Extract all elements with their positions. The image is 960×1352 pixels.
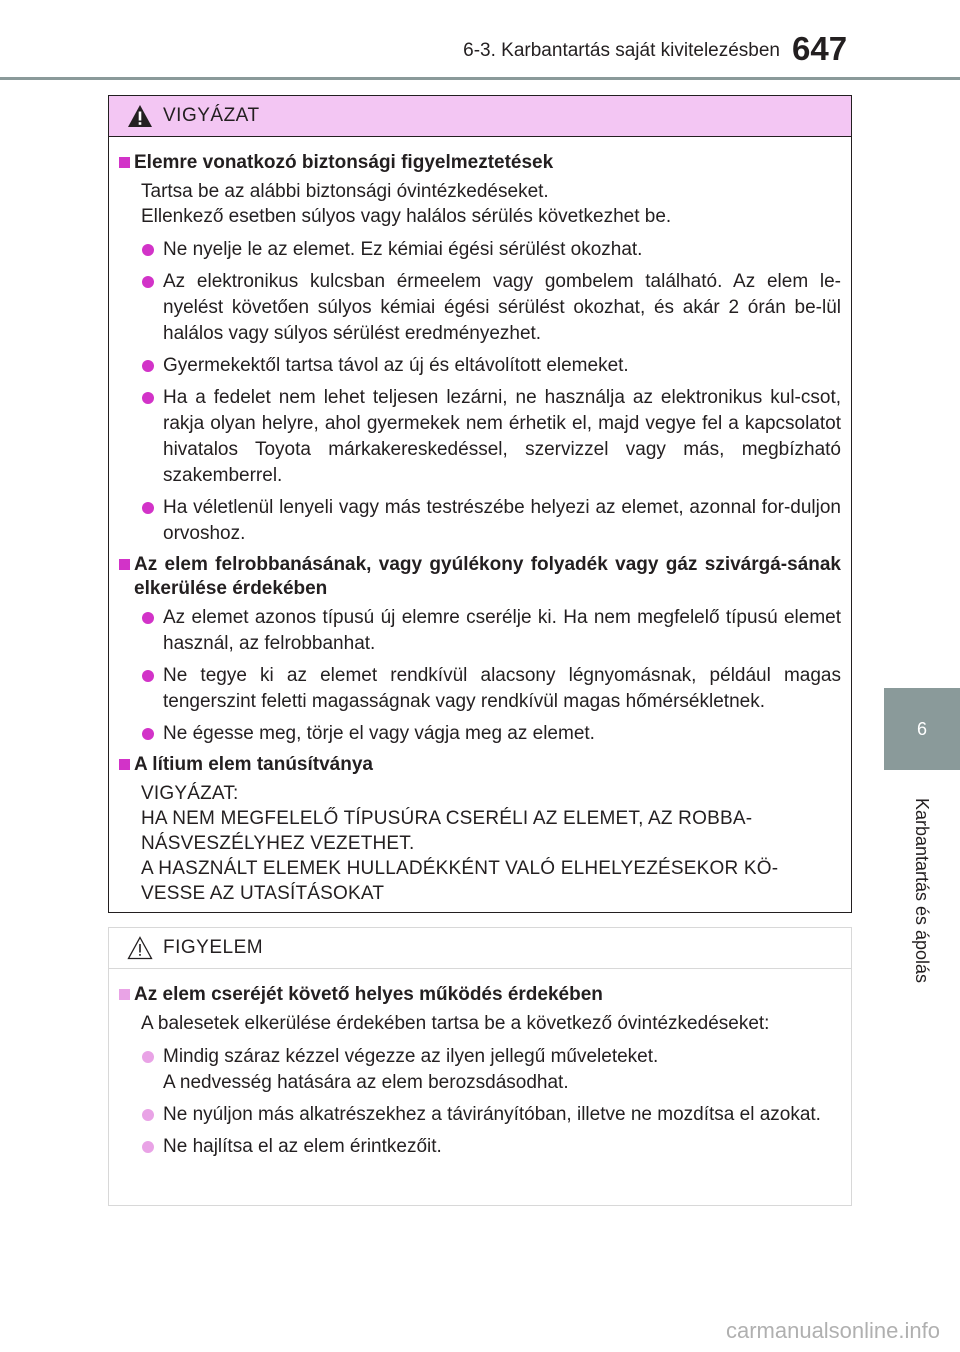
chapter-label-container xyxy=(884,785,960,995)
square-bullet-icon xyxy=(119,157,130,168)
circle-bullet-icon xyxy=(142,244,154,256)
circle-bullet-icon xyxy=(142,502,154,514)
chapter-tab: 6 xyxy=(884,688,960,770)
section-title: 6-3. Karbantartás saját kivitelezésben xyxy=(463,40,780,61)
bullet-item: Gyermekektől tartsa távol az új és eltávolított elemeket. xyxy=(119,353,841,379)
bullet-item: Ne égesse meg, törje el vagy vágja meg az elemet. xyxy=(119,721,841,747)
bullet-item: Ne nyelje le az elemet. Ez kémiai égési sérülést okozhat. xyxy=(119,237,841,263)
circle-bullet-icon xyxy=(142,670,154,682)
bullet-item: Ne tegye ki az elemet rendkívül alacsony légnyomásnak, például magas tengerszint feletti magasságnak vagy rendkívül magas hőmérsékletnek. xyxy=(119,663,841,715)
square-bullet-icon xyxy=(119,759,130,770)
circle-bullet-icon xyxy=(142,276,154,288)
bullet-item: Ha véletlenül lenyeli vagy más testrészébe helyezi az elemet, azonnal for-duljon orvoshoz. xyxy=(119,495,841,547)
section-heading: Elemre vonatkozó biztonsági figyelmeztetések xyxy=(119,151,841,175)
bullet-item: Az elemet azonos típusú új elemre cserélje ki. Ha nem megfelelő típusú elemet használ, az felrobbanhat. xyxy=(119,605,841,657)
warning-box-content xyxy=(109,137,851,906)
paragraph: A balesetek elkerülése érdekében tartsa be a következő óvintézkedéseket: xyxy=(141,1013,770,1034)
circle-bullet-icon xyxy=(142,1109,154,1121)
circle-bullet-icon xyxy=(142,612,154,624)
notice-box-header xyxy=(109,928,851,969)
warning-box-header xyxy=(109,96,851,137)
section-heading: Az elem felrobbanásának, vagy gyúlékony folyadék vagy gáz szivárgá-sának elkerülése érdekében xyxy=(119,553,841,601)
section-heading: A lítium elem tanúsítványa xyxy=(119,753,841,777)
circle-bullet-icon xyxy=(142,392,154,404)
warning-box-title: VIGYÁZAT xyxy=(163,105,260,126)
section-heading: Az elem cseréjét követő helyes működés érdekében xyxy=(119,983,841,1007)
chapter-label: Karbantartás és ápolás xyxy=(912,797,933,983)
notice-box xyxy=(108,927,852,1206)
bullet-item: Az elektronikus kulcsban érmeelem vagy gombelem található. Az elem le-nyelést követően súlyos kémiai égési sérülést okozhat, és akár 2 órán be-lül halálos vagy súlyos sérülést eredményezhet. xyxy=(119,269,841,347)
bullet-item: Mindig száraz kézzel végezze az ilyen jellegű műveleteket. A nedvesség hatására az elem berozsdásodhat. xyxy=(119,1044,841,1096)
caution-triangle-icon xyxy=(127,936,153,960)
bullet-item: Ne nyúljon más alkatrészekhez a távirányítóban, illetve ne mozdítsa el azokat. xyxy=(119,1102,841,1128)
circle-bullet-icon xyxy=(142,1141,154,1153)
circle-bullet-icon xyxy=(142,360,154,372)
paragraph: Tartsa be az alábbi biztonsági óvintézkedéseket. Ellenkező esetben súlyos vagy halálos sérülés következhet be. xyxy=(141,181,672,227)
square-bullet-icon xyxy=(119,989,130,1000)
circle-bullet-icon xyxy=(142,728,154,740)
notice-box-content xyxy=(109,969,851,1160)
certification-text: VIGYÁZAT: HA NEM MEGFELELŐ TÍPUSÚRA CSERÉLI AZ ELEMET, AZ ROBBA- NÁSVESZÉLYHEZ VEZETHET. A HASZNÁLT ELEMEK HULLADÉKKÉNT VALÓ ELHELYEZÉSEKOR KÖ- VESSE AZ UTASÍTÁSOKAT xyxy=(141,783,779,904)
bullet-item: Ne hajlítsa el az elem érintkezőit. xyxy=(119,1134,841,1160)
page-number: 647 xyxy=(792,30,848,67)
circle-bullet-icon xyxy=(142,1051,154,1063)
notice-box-title: FIGYELEM xyxy=(163,937,264,958)
warning-triangle-icon xyxy=(127,104,153,128)
header-rule xyxy=(0,77,960,80)
watermark: carmanualsonline.info xyxy=(725,1318,940,1343)
bullet-item: Ha a fedelet nem lehet teljesen lezárni, ne használja az elektronikus kul-csot, rakja olyan helyre, ahol gyermekek nem érhetik el, majd vegye fel a kapcsolatot hivatalos Toyota márkakereskedéssel, szervizzel vagy más, megbízható szakemberrel. xyxy=(119,385,841,489)
warning-box xyxy=(108,95,852,913)
square-bullet-icon xyxy=(119,559,130,570)
